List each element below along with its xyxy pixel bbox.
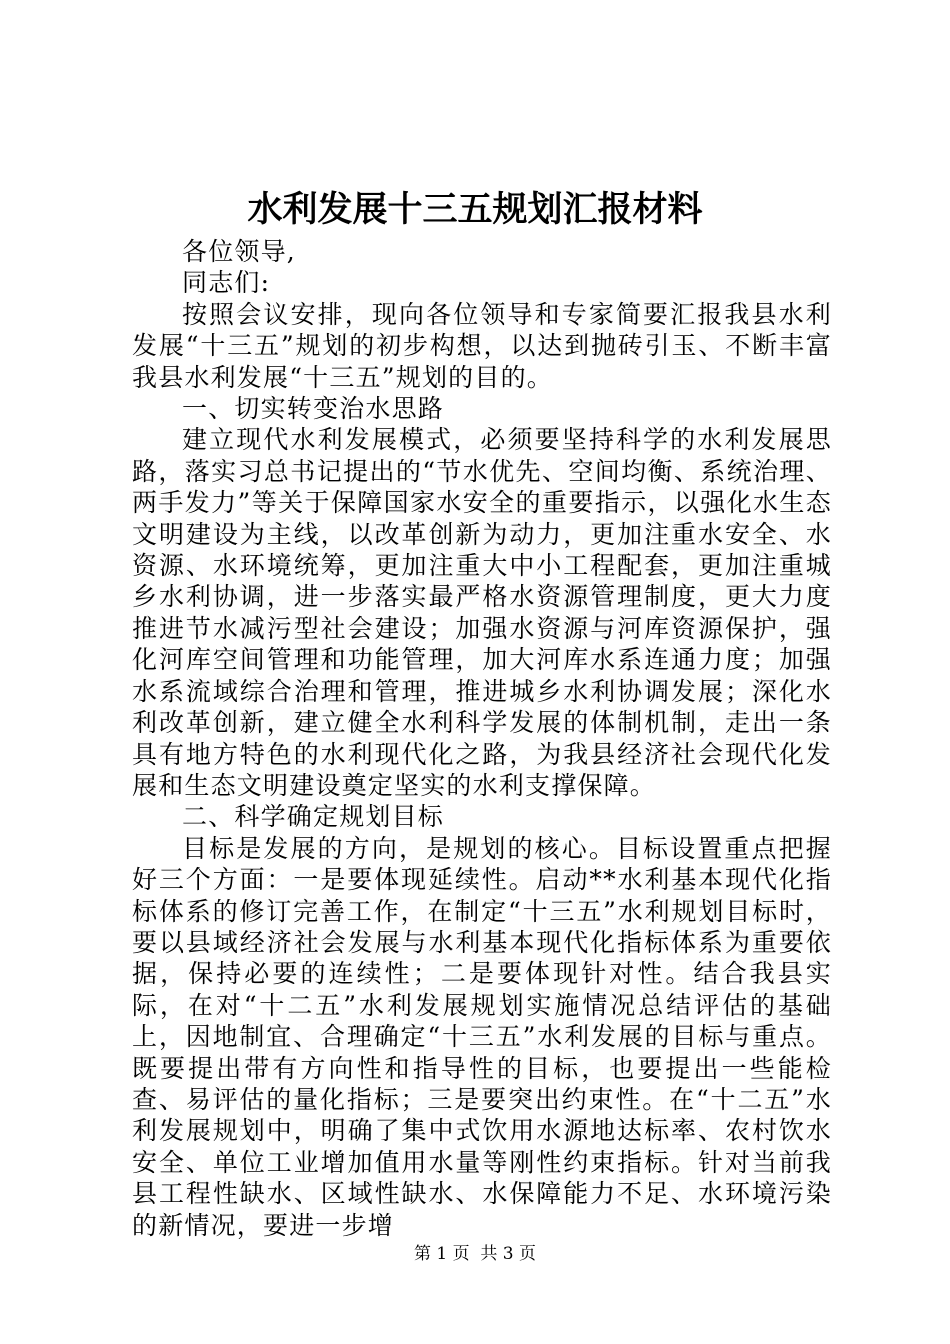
intro-paragraph: 按照会议安排，现向各位领导和专家简要汇报我县水利发展“十三五”规划的初步构想，以达到抛砖引玉、不断丰富我县水利发展“十三五”规划的目的。 <box>132 299 832 392</box>
section-heading-2: 二、科学确定规划目标 <box>182 802 445 832</box>
section-1-paragraph: 建立现代水利发展模式，必须要坚持科学的水利发展思路，落实习总书记提出的“节水优先、空间均衡、系统治理、两手发力”等关于保障国家水安全的重要指示，以强化水生态文明建设为主线，以改革创新为动力，更加注重水安全、水资源、水环境统筹，更加注重大中小工程配套，更加注重城乡水利协调，进一步落实最严格水资源管理制度，更大力度推进节水减污型社会建设；加强水资源与河库资源保护，强化河库空间管理和功能管理，加大河库水系连通力度；加强水系流域综合治理和管理，推进城乡水利协调发展；深化水利改革创新，建立健全水利科学发展的体制机制，走出一条具有地方特色的水利现代化之路，为我县经济社会现代化发展和生态文明建设奠定坚实的水利支撑保障。 <box>132 425 832 800</box>
document-title: 水利发展十三五规划汇报材料 <box>247 189 703 230</box>
section-heading-1: 一、切实转变治水思路 <box>182 394 445 424</box>
salutation-comrades: 同志们: <box>182 268 271 298</box>
salutation-leaders: 各位领导, <box>182 237 296 266</box>
section-2-paragraph: 目标是发展的方向，是规划的核心。目标设置重点把握好三个方面：一是要体现延续性。启动**水利基本现代化指标体系的修订完善工作，在制定“十三五”水利规划目标时，要以县域经济社会发展与水利基本现代化指标体系为重要依据，保持必要的连续性；二是要体现针对性。结合我县实际，在对“十二五”水利发展规划实施情况总结评估的基础上，因地制宜、合理确定“十三五”水利发展的目标与重点。既要提出带有方向性和指导性的目标，也要提出一些能检查、易评估的量化指标；三是要突出约束性。在“十二五”水利发展规划中，明确了集中式饮用水源地达标率、农村饮水安全、单位工业增加值用水量等刚性约束指标。针对当前我县工程性缺水、区域性缺水、水保障能力不足、水环境污染的新情况，要进一步增 <box>132 833 832 1240</box>
document-body <box>132 236 832 1241</box>
page-footer <box>0 1243 950 1265</box>
page-number-label: 第 1 页 共 3 页 <box>413 1244 537 1264</box>
